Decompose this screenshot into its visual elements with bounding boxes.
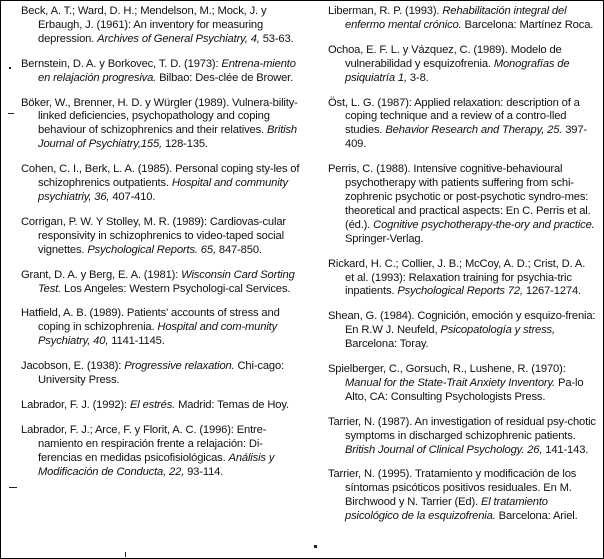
reference-text: Hatfield, A. B. (1989). Patients' accounts of stress and coping in schizophrenia. bbox=[21, 307, 280, 334]
reference-entry bbox=[328, 97, 596, 153]
scan-mark bbox=[8, 113, 14, 114]
reference-source-title: British Journal of Clinical Psychology. 26, bbox=[345, 443, 543, 456]
reference-text: Madrid: Temas de Hoy. bbox=[175, 398, 289, 411]
reference-text: 397-409. bbox=[345, 124, 587, 151]
reference-text: 847-850. bbox=[215, 243, 262, 256]
reference-entry bbox=[328, 468, 596, 524]
reference-entry bbox=[328, 44, 596, 86]
references-right-column bbox=[328, 1, 596, 535]
reference-text: Bernstein, D. A. y Borkovec, T. D. (1973): bbox=[21, 57, 222, 70]
reference-text: 93-114. bbox=[184, 465, 224, 478]
reference-entry bbox=[21, 307, 304, 349]
reference-entry bbox=[21, 216, 304, 258]
reference-entry bbox=[328, 258, 596, 300]
reference-text: Grant, D. A. y Berg, E. A. (1981): bbox=[21, 268, 182, 281]
reference-text: 128-135. bbox=[162, 138, 208, 151]
reference-source-title: Psychological Reports 72, bbox=[397, 285, 523, 298]
reference-text: 1267-1274. bbox=[522, 285, 581, 298]
reference-text: Corrigan, P. W. Y Stolley, M. R. (1989): Cardiovas-cular responsivity in schizophrenics to video-taped social vignettes. bbox=[21, 215, 286, 256]
reference-entry bbox=[21, 424, 304, 480]
reference-text: Öst, L. G. (1987): Applied relaxation: description of a coping technique and a review of a contro-lled studies. bbox=[328, 96, 580, 137]
reference-source-title: Hospital and community psychiatriy, 36, bbox=[38, 177, 288, 203]
reference-text: Pa-lo Alto, CA: Consulting Psychologists Press. bbox=[345, 376, 584, 403]
reference-source-title: Archives of General Psychiatry, 4, bbox=[97, 32, 260, 45]
references-left-column bbox=[21, 1, 304, 490]
reference-text: 1141-1145. bbox=[108, 335, 165, 348]
reference-text: Labrador, F. J. (1992): bbox=[21, 398, 130, 411]
reference-text: Barcelona: Ariel. bbox=[495, 510, 578, 523]
reference-text: Barcelona: Martínez Roca. bbox=[461, 18, 594, 31]
reference-source-title: British Journal of Psychiatry,155, bbox=[38, 124, 298, 151]
reference-text: Jacobson, E. (1938): bbox=[21, 360, 125, 373]
reference-source-title: Manual for the State-Trait Anxiety Inventory. bbox=[345, 376, 556, 389]
reference-source-title: Wisconsin Card Sorting Test. bbox=[38, 268, 295, 295]
reference-source-title: El tratamiento psicológico de la esquizofrenia. bbox=[345, 496, 548, 523]
reference-source-title: Rehabilitación integral del enfermo mental crónico. bbox=[345, 5, 567, 31]
reference-entry bbox=[328, 163, 596, 246]
reference-source-title: Psychological Reports. 65, bbox=[87, 243, 216, 256]
reference-source-title: Monografías de psiquiatría 1, bbox=[345, 57, 570, 84]
reference-text: Tarrier, N. (1995). Tratamiento y modificación de los síntomas psicóticos positivos residuales. En M. Birchwood y N. Tarrier (Ed). bbox=[328, 468, 577, 509]
reference-text: Tarrier, N. (1987). An investigation of residual psy-chotic symptoms in discharged schizophrenic patients. bbox=[328, 415, 596, 442]
reference-text: Chi-cago: University Press. bbox=[38, 360, 285, 387]
reference-text: Liberman, R. P. (1993). bbox=[328, 5, 443, 17]
reference-text: Ochoa, E. F. L. y Vázquez, C. (1989). Modelo de vulnerabilidad y esquizofrenia. bbox=[328, 43, 562, 70]
reference-source-title: Entrena-miento en relajación progresiva. bbox=[38, 57, 296, 84]
reference-text: 53-63. bbox=[259, 32, 294, 45]
reference-text: Springer-Verlag. bbox=[345, 232, 424, 245]
reference-entry bbox=[21, 97, 304, 153]
reference-entry bbox=[328, 363, 596, 405]
reference-text: Barcelona: Toray. bbox=[345, 338, 429, 351]
reference-source-title: Hospital and com-munity Psychiatry, 40, bbox=[38, 321, 278, 348]
reference-source-title: Cognitive psychotherapy-the-ory and practice. bbox=[373, 218, 595, 231]
reference-text: Cohen, C. I., Berk, L. A. (1985). Personal coping sty-les of schizophrenics outpatients. bbox=[21, 163, 300, 190]
reference-entry bbox=[328, 310, 596, 352]
reference-source-title: El estrés. bbox=[129, 398, 176, 411]
reference-text: 3-8. bbox=[406, 71, 429, 84]
reference-entry bbox=[328, 416, 596, 458]
reference-text: Böker, W., Brenner, H. D. y Würgler (1989). Vulnera-bility-linked deficiencies, psychopathology and coping behaviour of schizophrenics and their relatives. bbox=[21, 96, 298, 137]
reference-text: Los Angeles: Western Psychologi-cal Services. bbox=[61, 282, 291, 295]
reference-source-title: Análisis y Modificación de Conducta, 22, bbox=[38, 451, 275, 478]
scan-mark bbox=[9, 487, 17, 488]
reference-entry bbox=[21, 360, 304, 388]
reference-entry bbox=[21, 399, 304, 413]
scan-mark bbox=[125, 552, 126, 557]
reference-entry bbox=[21, 269, 304, 297]
reference-source-title: Progressive relaxation. bbox=[124, 360, 235, 373]
reference-entry bbox=[21, 163, 304, 205]
reference-text: 141-143. bbox=[542, 443, 589, 456]
reference-text: Beck, A. T.; Ward, D. H.; Mendelson, M.; Mock, J. y Erbaugh, J. (1961): An inventory for measuring depression. bbox=[21, 5, 267, 45]
scan-mark bbox=[9, 67, 11, 69]
reference-source-title: Behavior Research and Therapy, 25. bbox=[385, 124, 563, 137]
reference-text: Spielberger, C., Gorsuch, R., Lushene, R. (1970): bbox=[328, 363, 566, 376]
reference-text: Labrador, F. J.; Arce, F. y Florit, A. C. (1996): Entre-namiento en respiración frente a relajación: Di-ferencias en medidas psicofisiológicas. bbox=[21, 423, 267, 464]
reference-text: Perris, C. (1988). Intensive cognitive-behavioural psychotherapy with patients suffering from schi-zophrenic psychotic or post-psychotic syndro-mes: theoretical and practical aspects: En C. Perris et al. (éd.). bbox=[328, 163, 591, 231]
reference-text: Rickard, H. C.; Collier, J. B.; McCoy, A. D.; Crist, D. A. et al. (1993): Relaxation training for psychia-tric inpatients. bbox=[328, 257, 586, 298]
scan-mark bbox=[314, 545, 317, 548]
reference-entry bbox=[328, 5, 596, 33]
reference-text: 407-410. bbox=[109, 190, 156, 203]
reference-entry bbox=[21, 58, 304, 86]
reference-text: Bilbao: Des-clée de Brower. bbox=[156, 71, 294, 84]
reference-source-title: Psicopatología y stress, bbox=[440, 324, 555, 337]
reference-text: Shean, G. (1984). Cognición, emoción y esquizo-frenia: En R.W J. Neufeld, bbox=[328, 310, 596, 337]
reference-entry bbox=[21, 5, 304, 47]
